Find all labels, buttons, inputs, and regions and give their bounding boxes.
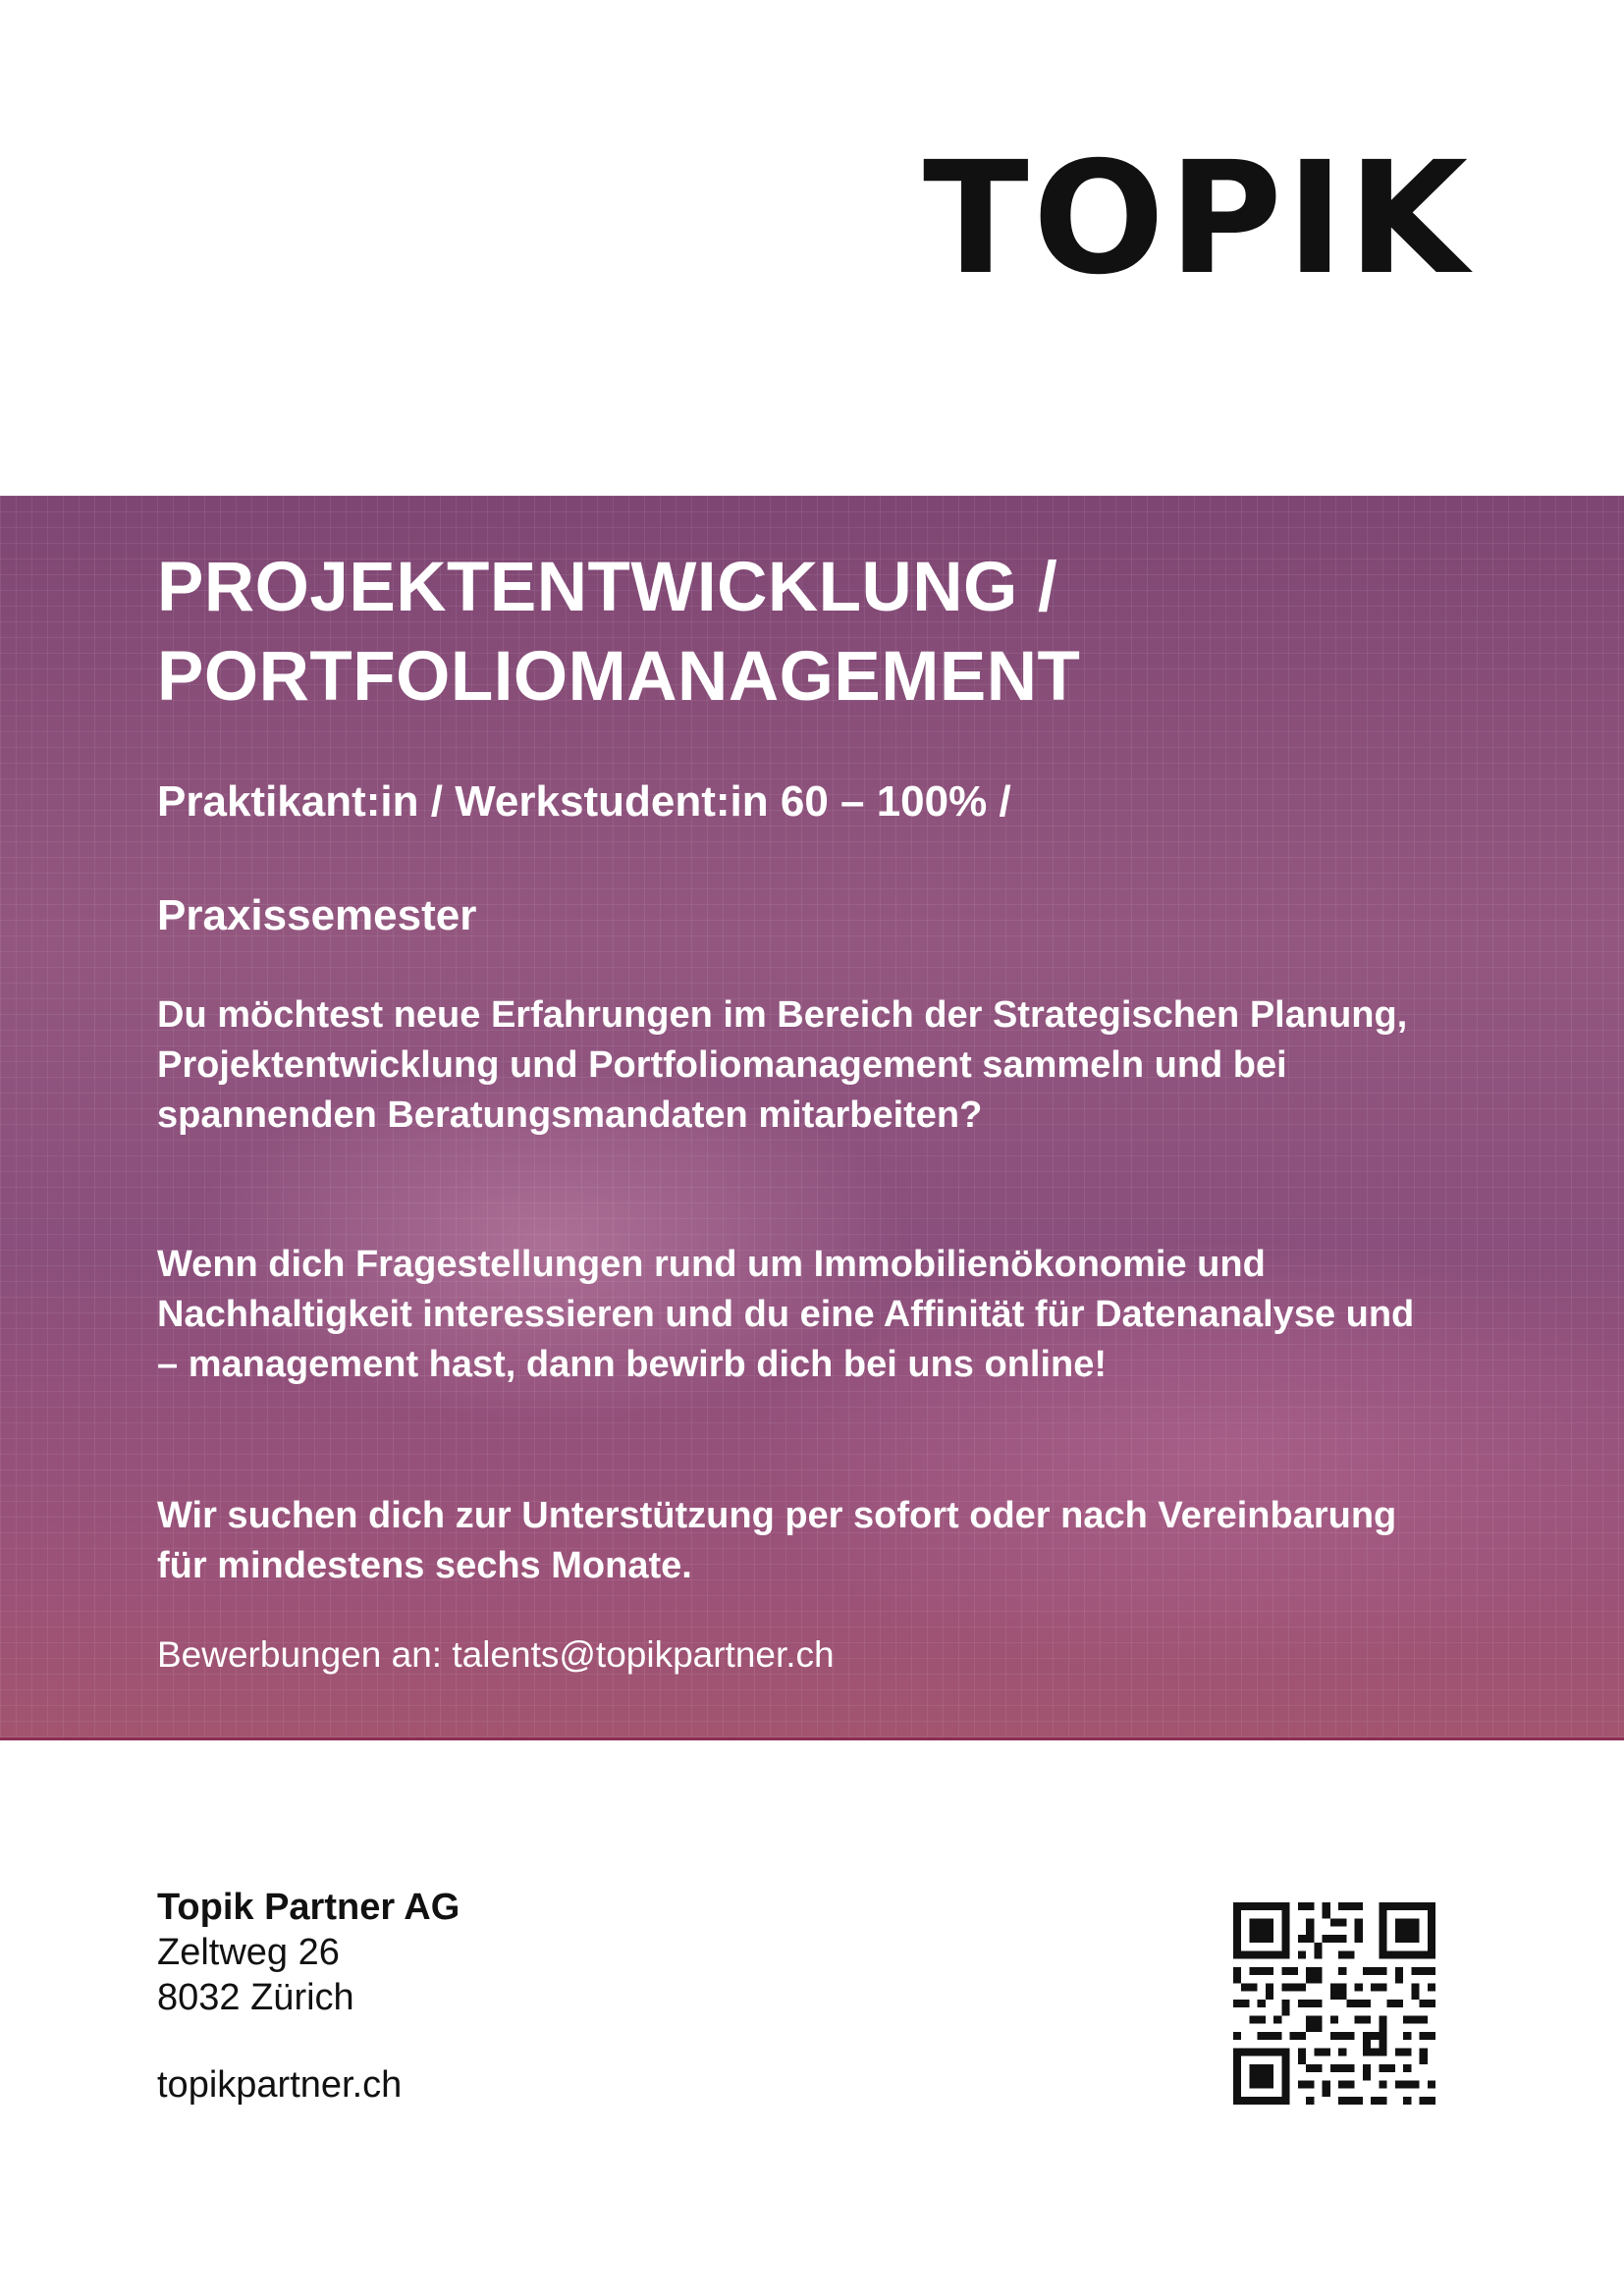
requirements-paragraph: Wenn dich Fragestellungen rund um Immobilienökonomie und Nachhaltigkeit interessieren und du eine Affinität für Datenanalyse und – management hast, dann bewirb dich bei uns online! bbox=[157, 1244, 1415, 1385]
company-name: Topik Partner AG bbox=[157, 1887, 460, 1928]
street-address: Zeltweg 26 bbox=[157, 1932, 340, 1973]
position-type: Praktikant:in / Werkstudent:in 60 – 100% / bbox=[157, 777, 1011, 826]
website-link[interactable]: topikpartner.ch bbox=[157, 2064, 403, 2106]
city-address: 8032 Zürich bbox=[157, 1977, 354, 2018]
job-title-line2: PORTFOLIOMANAGEMENT bbox=[157, 638, 1081, 716]
job-ad-text bbox=[157, 543, 1492, 1675]
availability-paragraph: Wir suchen dich zur Unterstützung per sofort oder nach Vereinbarung für mindestens sechs Monate. bbox=[157, 1495, 1397, 1586]
qr-code-icon[interactable] bbox=[1233, 1902, 1435, 2105]
application-contact: Bewerbungen an: talents@topikpartner.ch bbox=[157, 1634, 835, 1675]
hero-band bbox=[0, 496, 1624, 1740]
topik-logo: TOPIK bbox=[923, 129, 1473, 309]
position-type-cont: Praxissemester bbox=[157, 891, 477, 939]
company-address bbox=[157, 1885, 460, 2108]
intro-paragraph: Du möchtest neue Erfahrungen im Bereich der Strategischen Planung, Projektentwicklung und Portfoliomanagement sammeln und bei spannenden Beratungsmandaten mitarbeiten? bbox=[157, 994, 1408, 1136]
job-title-line1: PROJEKTENTWICKLUNG / bbox=[157, 549, 1058, 626]
